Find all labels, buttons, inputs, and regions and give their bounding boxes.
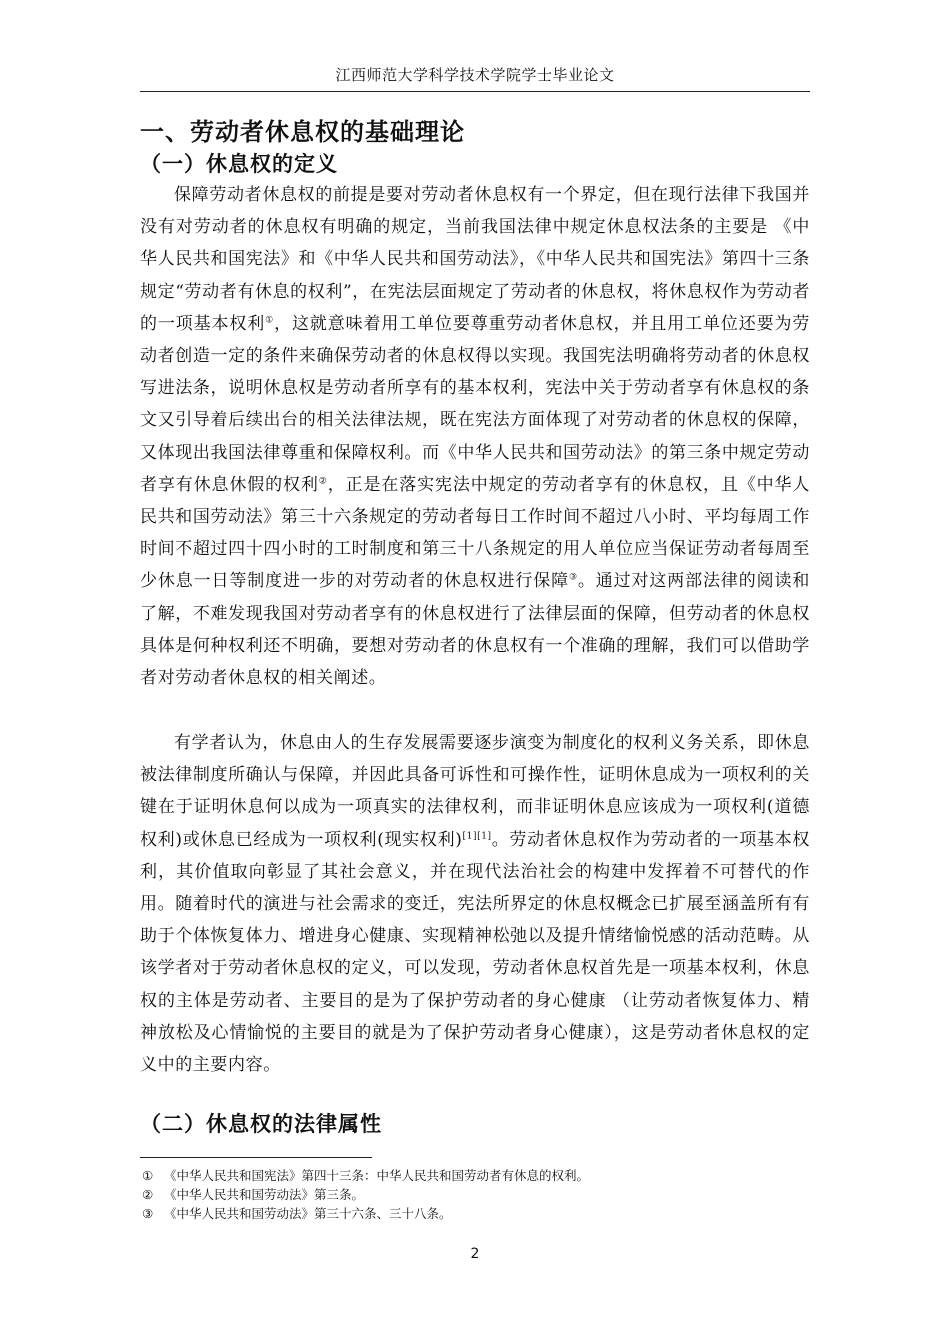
subsection-title-legal-attributes: （二）休息权的法律属性 (140, 1112, 382, 1136)
paragraph-text: 有学者认为，休息由人的生存发展需要逐步演变为制度化的权利义务关系，即休息被法律制度所确认与保障，并因此具备可诉性和可操作性，证明休息成为一项权利的关键在于证明休息何以成为一项真实的法律权利，而非证明休息应该成为一项权利(道德权利)或休息已经成为一项权利(现实权利) (140, 733, 810, 850)
paragraph-text: ，这就意味着用工单位要尊重劳动者休息权，并且用工单位还要为劳动者创造一定的条件来确保劳动者的休息权得以实现。我国宪法明确将劳动者的休息权写进法条，说明休息权是劳动者所享有的基本权利，宪法中关于劳动者享有休息权的条文又引导着后续出台的相关法律法规，既在宪法方面体现了对劳动者的休息权的保障，又体现出我国法律尊重和保障权利。而《中华人民共和国劳动法》的第三条中规定劳动者享有休息休假的权利 (140, 313, 811, 495)
paragraph-scholar-view (140, 727, 810, 1081)
footnote-mark: ① (142, 1168, 154, 1183)
footnote-item (142, 1166, 802, 1185)
footnote-ref: ② (318, 476, 328, 487)
footnote-ref: ③ (568, 572, 578, 583)
page-number: 2 (470, 1246, 480, 1262)
paragraph-definition (140, 179, 810, 694)
footnote-item (142, 1185, 802, 1204)
footnote-mark: ② (142, 1187, 154, 1202)
footnote-separator (140, 1157, 372, 1158)
paragraph-text: 。劳动者休息权作为劳动者的一项基本权利，其价值取向彰显了其社会意义，并在现代法治社会的构建中发挥着不可替代的作用。随着时代的演进与社会需求的变迁，宪法所界定的休息权概念已扩展至涵盖所有有助于个体恢复体力、增进身心健康、实现精神松弛以及提升情绪愉悦感的活动范畴。从该学者对于劳动者休息权的定义，可以发现，劳动者休息权首先是一项基本权利，休息权的主体是劳动者、主要目的是为了保护劳动者的身心健康 （让劳动者恢复体力、精神放松及心情愉悦的主要目的就是为了保护劳动者身心健康），这是劳动者休息权的定义中的主要内容。 (140, 829, 810, 1076)
paragraph-text: 保障劳动者休息权的前提是要对劳动者休息权有一个界定，但在现行法律下我国并没有对劳动者的休息权有明确的规定，当前我国法律中规定休息权法条的主要是 《中华人民共和国宪法》和《中华人民共和国劳动法》，《中华人民共和国宪法》第四十三条规定“劳动者有休息的权利”，在宪法层面规定了劳动者的休息权，将休息权作为劳动者的一项基本权利 (140, 185, 810, 334)
paragraph-text: ，正是在落实宪法中规定的劳动者享有的休息权，且《中华人民共和国劳动法》第三十六条规定的劳动者每日工作时间不超过八小时、平均每周工作时间不超过四十四小时的工时制度和第三十八条规定的用人单位应当保证劳动者每周至少休息一日等制度进一步的对劳动者的休息权进行保障 (140, 474, 811, 592)
page-header: 江西师范大学科学技术学院学士毕业论文 (140, 64, 810, 92)
footnote-text: 《中华人民共和国劳动法》第三条。 (164, 1187, 365, 1202)
footnotes (142, 1166, 802, 1223)
footnote-item (142, 1204, 802, 1223)
subsection-title-definition: （一）休息权的定义 (140, 152, 338, 176)
footnote-ref: ① (265, 315, 275, 326)
paragraph-text: 。通过对这两部法律的阅读和了解，不难发现我国对劳动者享有的休息权进行了法律层面的保障，但劳动者的休息权具体是何种权利还不明确，要想对劳动者的休息权有一个准确的理解，我们可以借助学者对劳动者休息权的相关阐述。 (140, 571, 810, 689)
footnote-mark: ③ (142, 1206, 154, 1221)
footnote-text: 《中华人民共和国劳动法》第三十六条、三十八条。 (164, 1206, 452, 1221)
citation-ref: [1][1] (462, 830, 492, 841)
footnote-text: 《中华人民共和国宪法》第四十三条：中华人民共和国劳动者有休息的权利。 (164, 1168, 590, 1183)
section-title: 一、劳动者休息权的基础理论 (140, 118, 465, 146)
